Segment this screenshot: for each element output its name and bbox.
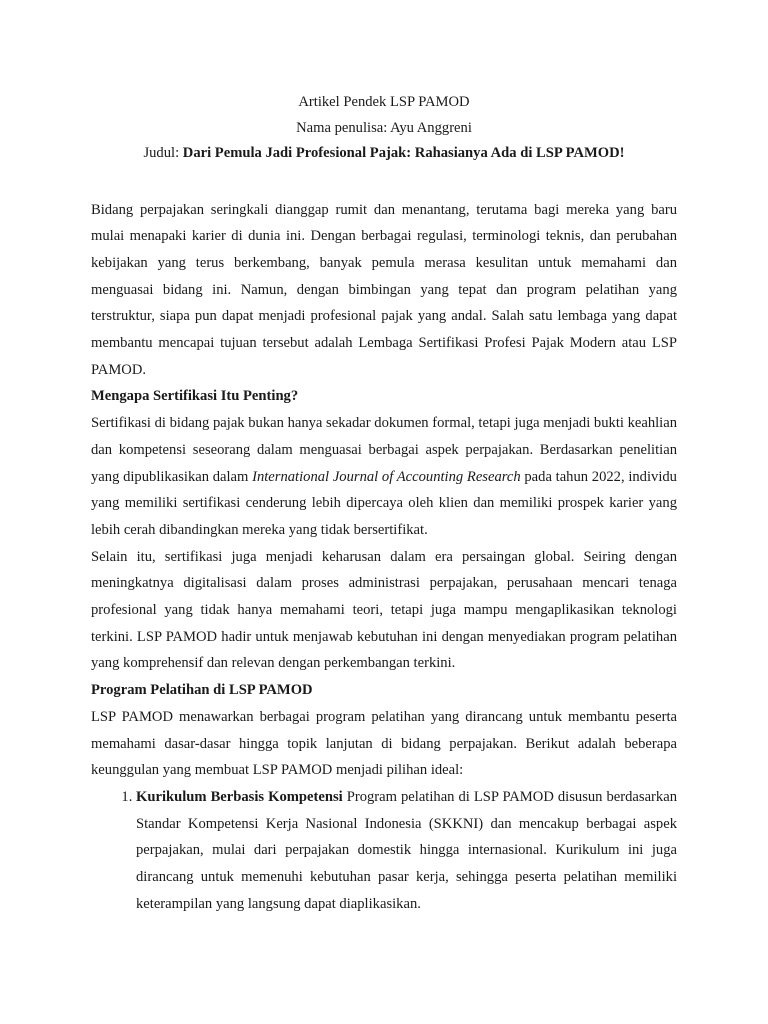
title-line (91, 141, 677, 167)
article-title: Dari Pemula Jadi Profesional Pajak: Rahasianya Ada di LSP PAMOD! (182, 145, 625, 161)
journal-name: International Journal of Accounting Research (252, 468, 521, 485)
title-prefix: Judul: (143, 145, 183, 161)
article-label: Artikel Pendek LSP PAMOD (298, 94, 470, 110)
advantages-list (91, 784, 677, 918)
list-item-title: Kurikulum Berbasis Kompetensi (136, 788, 343, 805)
paragraph-certification-2: Selain itu, sertifikasi juga menjadi keharusan dalam era persaingan global. Seiring dengan meningkatnya digitalisasi dalam proses administrasi perpajakan, perusahaan mencari tenaga profesional yang tidak hanya memahami teori, tetapi juga mampu mengaplikasikan teknologi terkini. LSP PAMOD hadir untuk menjawab kebutuhan ini dengan menyediakan program pelatihan yang komprehensif dan relevan dengan perkembangan terkini. (91, 548, 677, 672)
paragraph-certification-1 (91, 410, 677, 544)
section-heading-why-certification: Mengapa Sertifikasi Itu Penting? (91, 388, 299, 405)
document-header (91, 90, 677, 167)
spacer (91, 167, 677, 197)
author-line: Nama penulisa: Ayu Anggreni (296, 119, 472, 136)
intro-paragraph: Bidang perpajakan seringkali dianggap rumit dan menantang, terutama bagi mereka yang baru mulai menapaki karier di dunia ini. Dengan berbagai regulasi, terminologi teknis, dan perubahan kebijakan yang terus berkembang, banyak pemula merasa kesulitan untuk memahami dan menguasai bidang ini. Namun, dengan bimbingan yang tepat dan program pelatihan yang terstruktur, siapa pun dapat menjadi profesional pajak yang andal. Salah satu lembaga yang dapat membantu mencapai tujuan tersebut adalah Lembaga Sertifikasi Profesi Pajak Modern atau LSP PAMOD. (91, 201, 677, 378)
list-item-text: Program pelatihan di LSP PAMOD disusun berdasarkan Standar Kompetensi Kerja Nasional Indonesia (SKKNI) dan mencakup berbagai aspek perpajakan, mulai dari perpajakan domestik hingga internasional. Kurikulum ini juga dirancang untuk memenuhi kebutuhan pasar kerja, sehingga peserta pelatihan memiliki keterampilan yang langsung dapat diaplikasikan. (136, 788, 677, 912)
section-heading-training-program: Program Pelatihan di LSP PAMOD (91, 682, 313, 699)
paragraph-training-intro: LSP PAMOD menawarkan berbagai program pelatihan yang dirancang untuk membantu peserta memahami dasar-dasar hingga topik lanjutan di bidang perpajakan. Berikut adalah beberapa keunggulan yang membuat LSP PAMOD menjadi pilihan ideal: (91, 708, 677, 779)
paragraph-text: pada tahun 2022, individu yang memiliki sertifikasi cenderung lebih dipercaya oleh klien dan memiliki prospek karier yang lebih cerah dibandingkan mereka yang tidak bersertifikat. (91, 468, 677, 538)
document-page (91, 90, 677, 917)
paragraph-text: Sertifikasi di bidang pajak bukan hanya sekadar dokumen formal, tetapi juga menjadi bukti keahlian dan kompetensi seseorang dalam menguasai berbagai aspek perpajakan. Berdasarkan penelitian yang dipublikasikan dalam (91, 415, 678, 485)
list-item (136, 784, 677, 918)
